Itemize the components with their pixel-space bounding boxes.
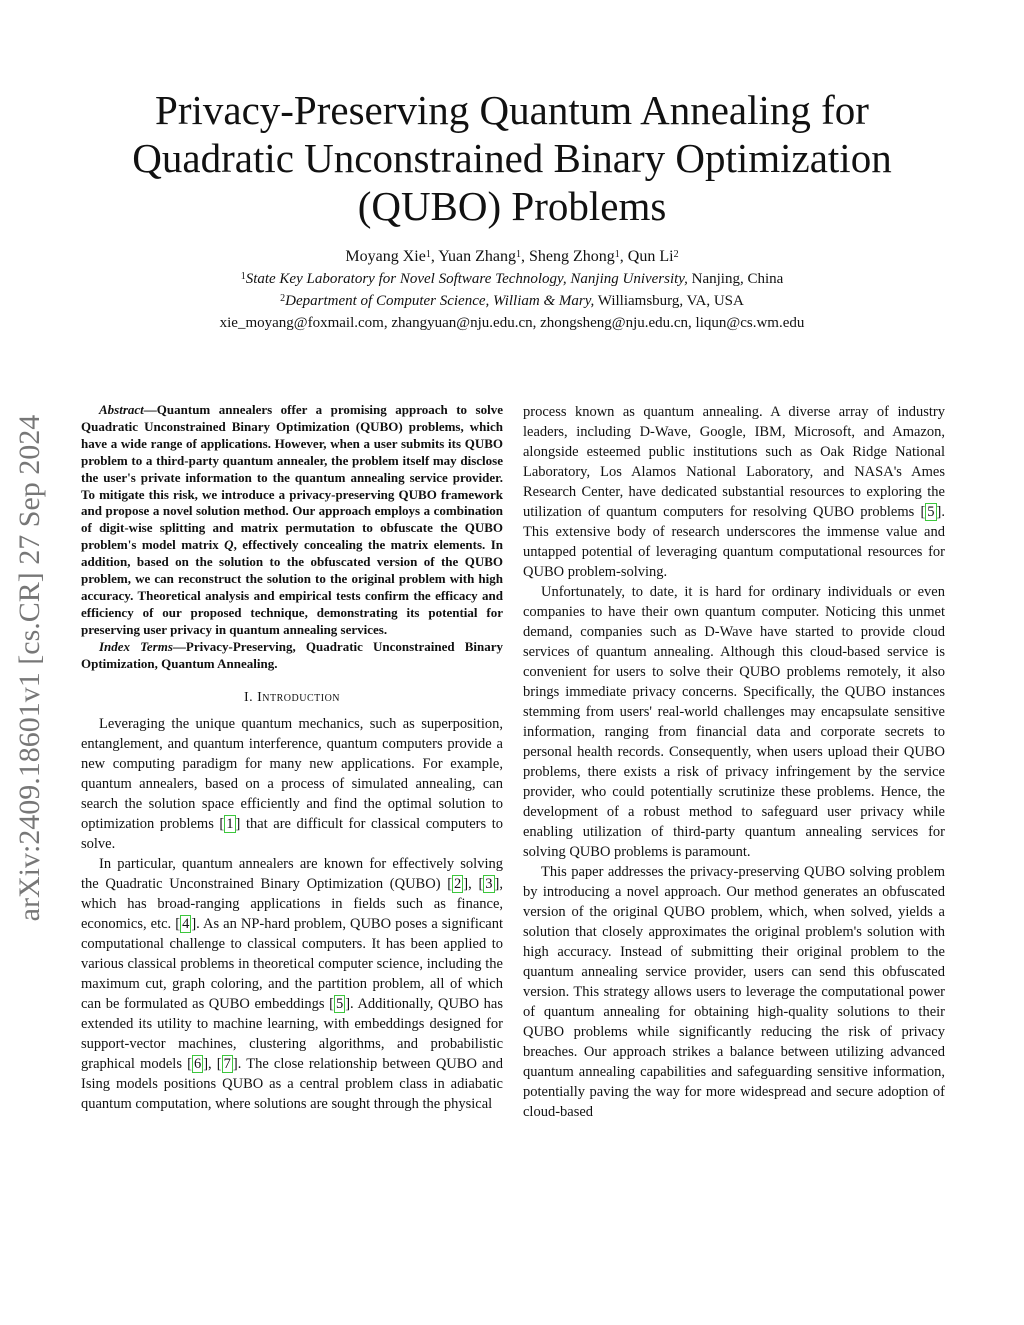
- citation-link[interactable]: 2: [454, 875, 462, 892]
- section-heading: [81, 688, 503, 708]
- affiliation-1: [80, 268, 944, 290]
- paragraph-text: . Additionally, QUBO has extended its utility to machine learning, with embeddings designed for support-vector machines, clustering algorithms, and probabilistic graphical models: [81, 995, 503, 1072]
- paragraph-text: that are difficult for classical computers to solve.: [81, 815, 503, 852]
- paragraph-text: process known as quantum annealing. A diverse array of industry leaders, including D-Wave, Google, IBM, Microsoft, and Amazon, alongside esteemed public institutions such as Oak Ridge National Laboratory, Los Alamos National Laboratory, and NASA's Ames Research Center, have dedicated substantial resources to exploring the utilization of quantum computers for resolving QUBO problems: [523, 404, 945, 520]
- abstract-text: , effectively concealing the matrix elements. In addition, based on the solution to the obfuscated version of the QUBO problem, we can reconstruct the solution to the original problem with high accuracy. Theoretical analysis and empirical tests confirm the efficacy and efficiency of our proposed technique, demonstrating its potential for preserving user privacy in quantum annealing services.: [81, 537, 503, 637]
- paragraph-text: Leveraging the unique quantum mechanics, such as superposition, entanglement, and quantum interference, quantum computers provide a new computing paradigm for many new applications. For example, quantum annealers, based on a process of simulated annealing, can search the solution space efficiently and find the optimal solution to optimization problems: [81, 715, 503, 832]
- left-column: [81, 402, 503, 1114]
- citation-link[interactable]: 5: [927, 504, 935, 520]
- citation-link[interactable]: 7: [223, 1055, 231, 1072]
- author-block: [80, 246, 944, 334]
- abstract-label: Abstract: [99, 402, 144, 417]
- right-column: [523, 402, 945, 1122]
- affiliation-mark: 1: [425, 249, 431, 260]
- section-number: I.: [243, 689, 258, 705]
- paragraph-text: ,: [208, 1055, 217, 1072]
- affiliation-mark: 2: [280, 293, 286, 304]
- paper-title: [80, 86, 944, 230]
- citation-link[interactable]: 6: [193, 1055, 202, 1072]
- title-line: Quadratic Unconstrained Binary Optimization: [132, 135, 892, 181]
- citation-link[interactable]: 5: [335, 995, 344, 1012]
- intro-paragraph: In particular, quantum annealers are known for effectively solving the Quadratic Unconstrained Binary Optimization (QUBO) [ 2 ], [ 3 ], which has broad-ranging applications in fields such as finance, economics, etc. [ 4 ]. As an NP-hard problem, QUBO poses a significant computational challenge to classical computers. It has been applied to various classical problems in theoretical computer science, including the maximum cut, graph coloring, and the partition problem, all of which can be formulated as QUBO embeddings [ 5 ]. Additionally, QUBO has extended its utility to machine learning, with embeddings designed for support-vector machines, clustering algorithms, and probabilistic graphical models [ 6 ], [ 7 ]. The close relationship between QUBO and Ising models positions QUBO as a central problem class in adiabatic quantum computation, where solutions are sought through the physical: [81, 855, 503, 1112]
- citation-link[interactable]: 1: [226, 815, 234, 832]
- affiliation-mark: 2: [673, 249, 679, 260]
- abstract: [81, 402, 503, 639]
- index-terms-text: —Privacy-Preserving, Quadratic Unconstrained Binary Optimization, Quantum Annealing.: [81, 638, 503, 671]
- author-name: Sheng Zhong: [529, 248, 615, 265]
- affiliation-mark: 1: [516, 249, 522, 260]
- intro-paragraph: Unfortunately, to date, it is hard for ordinary individuals or even companies to have their own quantum computer. Noticing this unmet demand, companies such as D-Wave have started to provide cloud services of quantum annealing. Although this cloud-based service is convenient for users to solve their QUBO problems remotely, it also brings immediate privacy concerns. Specifically, the QUBO instances stemming from users' real-world challenges may encapsulate sensitive information, ranging from financial data and corporate secrets to personal health records. Consequently, when users upload their QUBO problems, there exists a risk of privacy infringement by the service provider, who could potentially scrutinize these problems. Hence, the development of a robust method to safeguard user privacy while enabling utilization of third-party quantum annealing services for solving QUBO problems is paramount.: [523, 584, 945, 860]
- author-names: Moyang Xie$^1$, Yuan Zhang$^1$, Sheng Zhong$^1$, Qun Li$^2$: [345, 248, 679, 265]
- abstract-text: —Quantum annealers offer a promising approach to solve Quadratic Unconstrained Binary Optimization (QUBO) problems, which have a wide range of applications. However, when a user submits its QUBO problem to a third-party quantum annealer, the problem itself may disclose the user's private information to the quantum annealing service provider. To mitigate this risk, we introduce a privacy-preserving QUBO framework and propose a novel solution method. Our approach employs a combination of digit-wise splitting and matrix permutation to obfuscate the QUBO problem's model matrix: [81, 402, 503, 553]
- index-terms: [81, 639, 503, 673]
- citation-link[interactable]: 3: [485, 875, 493, 892]
- author-name: Moyang Xie: [345, 248, 426, 265]
- citation-link[interactable]: 4: [182, 915, 190, 932]
- author-name: Yuan Zhang: [438, 248, 517, 265]
- paragraph-text: In particular, quantum annealers are known for effectively solving the Quadratic Unconstrained Binary Optimization (QUBO): [81, 855, 503, 892]
- title-line: (QUBO) Problems: [357, 183, 667, 229]
- intro-paragraph: This paper addresses the privacy-preserving QUBO solving problem by introducing a novel approach. Our method generates an obfuscated version of the original QUBO problem, which, when solved, yields a solution that closely approximates the original problem's solution with high accuracy. Instead of submitting their original problem to the quantum annealing service provider, users can send this obfuscated version. This strategy allows users to leverage the computational power of quantum annealing for obtaining high-quality solutions to their QUBO problems while significantly reducing the risk of privacy breaches. Our approach strikes a balance between utilizing advanced quantum annealing capabilities and safeguarding sensitive information, potentially paving the way for more widespread and secure adoption of cloud-based: [523, 864, 945, 1120]
- paragraph-text: ,: [468, 875, 479, 892]
- affiliation-institution: Department of Computer Science, William & Mary,: [285, 293, 595, 309]
- matrix-symbol: Q: [224, 537, 234, 553]
- affiliation-mark: 1: [614, 249, 620, 260]
- arxiv-identifier: arXiv:2409.18601v1 [cs.CR] 27 Sep 2024: [13, 414, 46, 922]
- author-name: Qun Li: [627, 248, 674, 265]
- paragraph-text: . The close relationship between QUBO and Ising models positions QUBO as a central problem class in adiabatic quantum computation, where solutions are sought through the physical: [81, 1055, 503, 1112]
- paragraph-text: . As an NP-hard problem, QUBO poses a significant computational challenge to classical computers. It has been applied to various classical problems in theoretical computer science, including the maximum cut, graph coloring, and the partition problem, all of which can be formulated as QUBO embeddings: [81, 915, 503, 1012]
- affiliation-location: Williamsburg, VA, USA: [594, 293, 744, 309]
- section-title: Introduction: [257, 689, 341, 705]
- affiliation-institution: State Key Laboratory for Novel Software Technology, Nanjing University,: [245, 271, 688, 287]
- intro-paragraph: Leveraging the unique quantum mechanics, such as superposition, entanglement, and quantum interference, quantum computers provide a new computing paradigm for many new applications. For example, quantum annealers, based on a process of simulated annealing, can search the solution space efficiently and find the optimal solution to optimization problems [ 1 ] that are difficult for classical computers to solve.: [81, 715, 503, 852]
- intro-paragraph: process known as quantum annealing. A diverse array of industry leaders, including D-Wave, Google, IBM, Microsoft, and Amazon, alongside esteemed public institutions such as Oak Ridge National Laboratory, Los Alamos National Laboratory, and NASA's Ames Research Center, have dedicated substantial resources to exploring the utilization of quantum computers for resolving QUBO problems [ 5 ]. This extensive body of research underscores the immense value and untapped potential of leveraging quantum computational resources for QUBO problem-solving.: [523, 404, 945, 580]
- affiliation-mark: 1: [240, 271, 246, 282]
- paragraph-text: , which has broad-ranging applications in fields such as finance, economics, etc.: [81, 875, 503, 932]
- affiliation-location: Nanjing, China: [687, 271, 784, 287]
- title-line: Privacy-Preserving Quantum Annealing for: [155, 87, 869, 133]
- index-terms-label: Index Terms: [99, 638, 173, 654]
- paragraph-text: . This extensive body of research underscores the immense value and untapped potential of leveraging quantum computational resources for QUBO problem-solving.: [523, 504, 945, 580]
- author-emails: xie_moyang@foxmail.com, zhangyuan@nju.edu.cn, zhongsheng@nju.edu.cn, liqun@cs.wm.edu: [219, 315, 805, 331]
- affiliation-2: [80, 290, 944, 312]
